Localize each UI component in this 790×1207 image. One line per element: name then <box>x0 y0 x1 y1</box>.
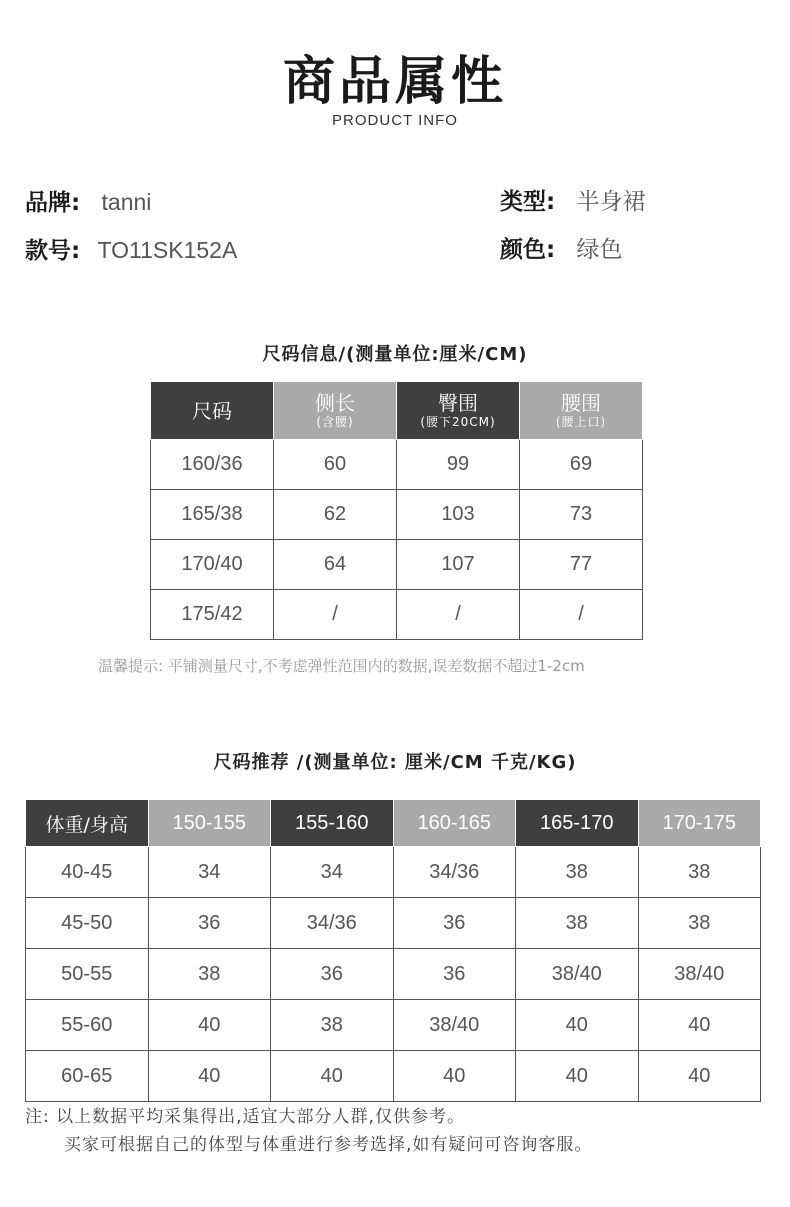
model-label: 款号: <box>25 238 81 264</box>
table-cell: 50-55 <box>26 949 149 1000</box>
size-info-header-row <box>151 382 643 440</box>
table-cell: 55-60 <box>26 1000 149 1051</box>
table-row <box>151 440 643 490</box>
header-height-range: 160-165 <box>393 800 516 847</box>
color-value: 绿色 <box>576 237 623 263</box>
table-cell: 38 <box>271 1000 394 1051</box>
table-cell: 34/36 <box>393 847 516 898</box>
header-height-range: 170-175 <box>638 800 761 847</box>
table-row <box>26 949 761 1000</box>
table-cell: 103 <box>397 490 520 540</box>
recommend-header-row <box>26 800 761 847</box>
page-subtitle: PRODUCT INFO <box>332 112 458 129</box>
table-cell: 40 <box>638 1000 761 1051</box>
table-row <box>26 1000 761 1051</box>
table-cell: 38/40 <box>516 949 639 1000</box>
table-cell: 40 <box>271 1051 394 1102</box>
header-size: 尺码 <box>151 382 274 440</box>
size-recommend-table <box>25 799 761 1102</box>
brand-value: tanni <box>101 189 152 215</box>
header-waist: 腰围 (腰上口) <box>520 382 643 440</box>
type-attribute <box>500 187 646 217</box>
table-cell: 160/36 <box>151 440 274 490</box>
table-cell: / <box>397 590 520 640</box>
header-hip: 臀围 (腰下20CM) <box>397 382 520 440</box>
brand-attribute <box>25 187 151 218</box>
table-row <box>26 1051 761 1102</box>
table-cell: 40 <box>148 1051 271 1102</box>
table-cell: 64 <box>274 540 397 590</box>
type-label: 类型: <box>500 189 556 215</box>
table-cell: 38 <box>516 847 639 898</box>
table-cell: 38 <box>516 898 639 949</box>
table-cell: 36 <box>393 898 516 949</box>
table-cell: 60-65 <box>26 1051 149 1102</box>
table-cell: 40 <box>638 1051 761 1102</box>
table-cell: 73 <box>520 490 643 540</box>
footnote-line-2: 买家可根据自己的体型与体重进行参考选择,如有疑问可咨询客服。 <box>64 1135 593 1155</box>
table-row <box>151 490 643 540</box>
header-side-length: 侧长 (含腰) <box>274 382 397 440</box>
model-attribute <box>25 235 237 266</box>
table-cell: 40-45 <box>26 847 149 898</box>
footnote-line-1: 注: 以上数据平均采集得出,适宜大部分人群,仅供参考。 <box>25 1107 465 1127</box>
size-info-table <box>150 381 643 640</box>
header-height-range: 155-160 <box>271 800 394 847</box>
table-cell: 34 <box>271 847 394 898</box>
table-cell: 40 <box>393 1051 516 1102</box>
table-cell: 60 <box>274 440 397 490</box>
table-row <box>26 847 761 898</box>
table-cell: 38/40 <box>393 1000 516 1051</box>
size-info-caption: 尺码信息/(测量单位:厘米/CM) <box>262 344 528 365</box>
table-cell: 38 <box>638 847 761 898</box>
header-height-range: 165-170 <box>516 800 639 847</box>
table-cell: 38 <box>638 898 761 949</box>
model-value: TO11SK152A <box>97 237 238 263</box>
table-cell: 69 <box>520 440 643 490</box>
recommend-caption: 尺码推荐 /(测量单位: 厘米/CM 千克/KG) <box>213 752 577 773</box>
table-cell: 165/38 <box>151 490 274 540</box>
color-attribute <box>500 235 623 265</box>
table-cell: 36 <box>271 949 394 1000</box>
table-cell: 40 <box>148 1000 271 1051</box>
page-title: 商品属性 <box>282 52 507 112</box>
table-row <box>151 590 643 640</box>
header-height-range: 150-155 <box>148 800 271 847</box>
table-cell: 36 <box>393 949 516 1000</box>
table-cell: 175/42 <box>151 590 274 640</box>
color-label: 颜色: <box>500 237 556 263</box>
table-cell: 34 <box>148 847 271 898</box>
measurement-tip: 温馨提示: 平铺测量尺寸,不考虑弹性范围内的数据,误差数据不超过1-2cm <box>98 657 585 675</box>
table-cell: / <box>274 590 397 640</box>
table-cell: 38/40 <box>638 949 761 1000</box>
table-cell: 38 <box>148 949 271 1000</box>
type-value: 半身裙 <box>576 189 646 215</box>
brand-label: 品牌: <box>25 190 81 216</box>
table-cell: 77 <box>520 540 643 590</box>
table-cell: 170/40 <box>151 540 274 590</box>
table-cell: 36 <box>148 898 271 949</box>
header-weight-height: 体重/身高 <box>26 800 149 847</box>
table-cell: 45-50 <box>26 898 149 949</box>
table-row <box>151 540 643 590</box>
table-cell: 34/36 <box>271 898 394 949</box>
table-cell: 62 <box>274 490 397 540</box>
table-row <box>26 898 761 949</box>
table-cell: 40 <box>516 1000 639 1051</box>
table-cell: 99 <box>397 440 520 490</box>
table-cell: 107 <box>397 540 520 590</box>
table-cell: / <box>520 590 643 640</box>
table-cell: 40 <box>516 1051 639 1102</box>
